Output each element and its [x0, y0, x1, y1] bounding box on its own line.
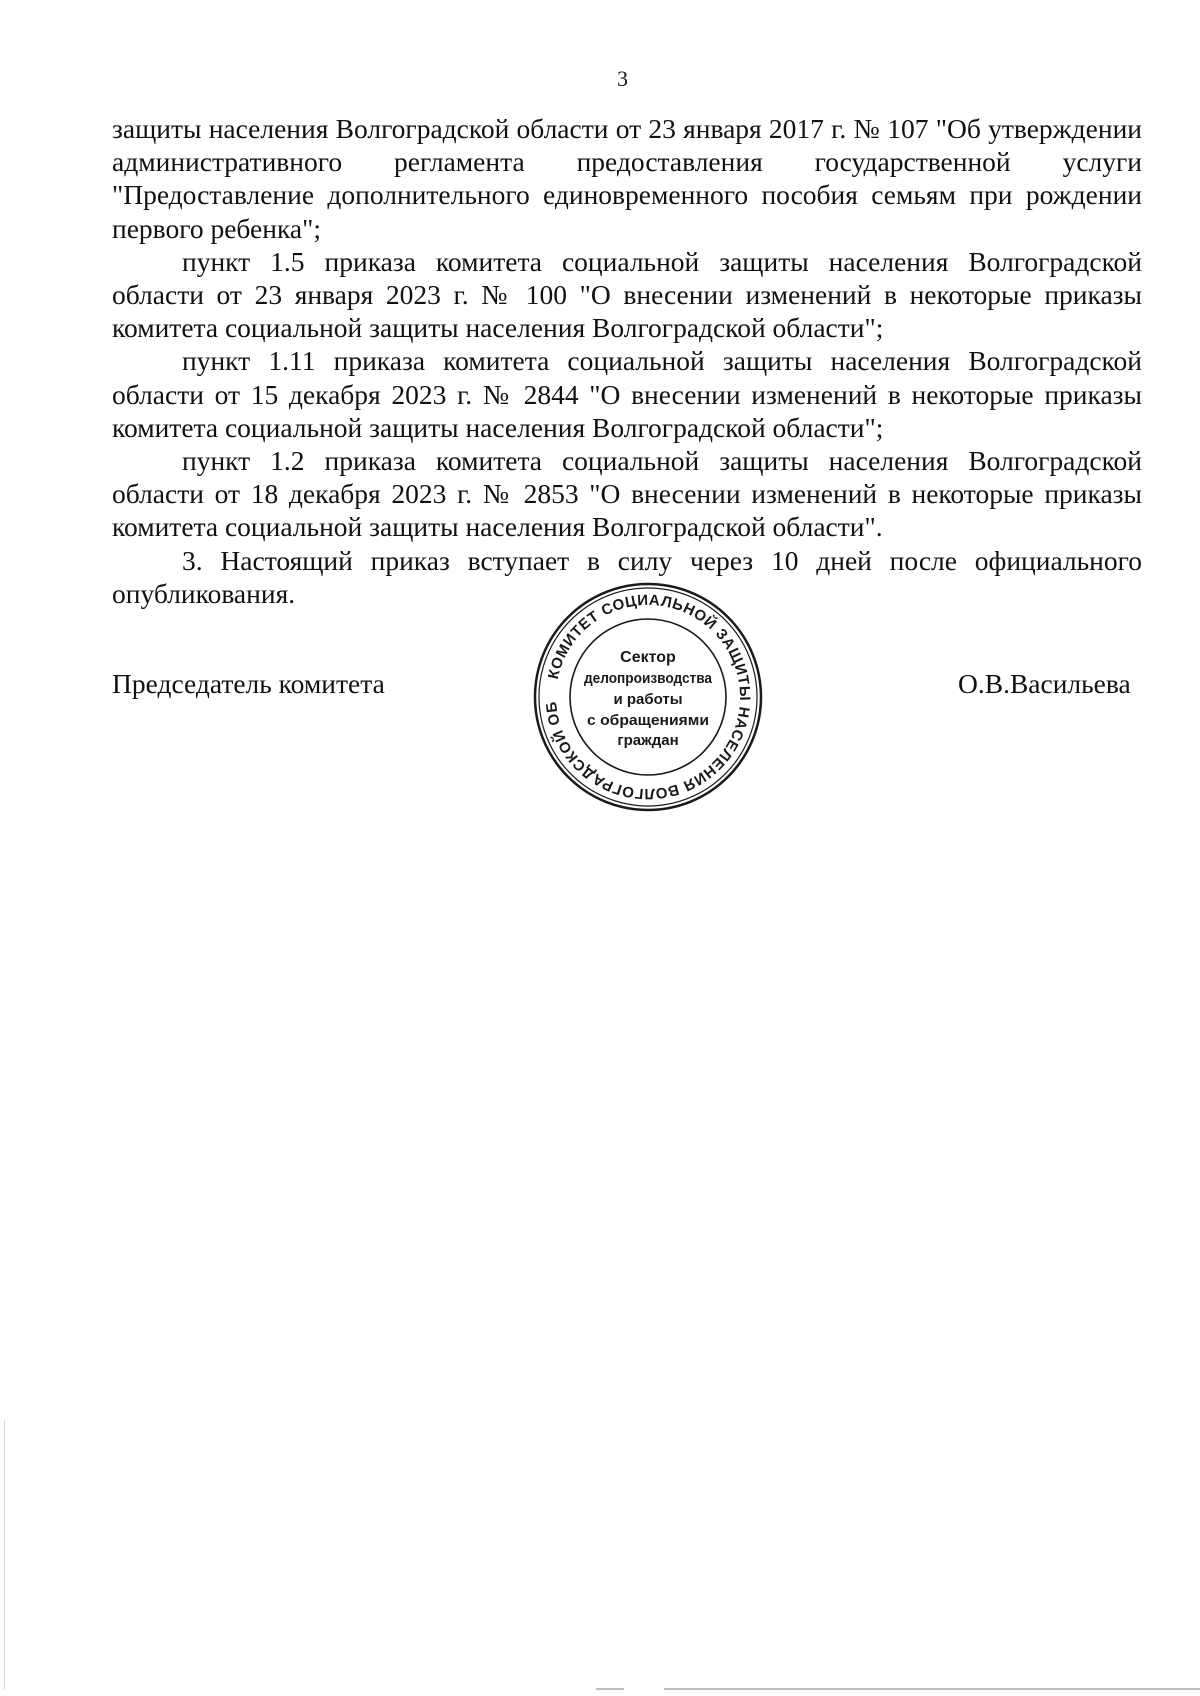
stamp-seal [531, 580, 765, 814]
paragraph-3: пункт 1.11 приказа комитета социальной защиты населения Волгоградской области от 15 декабря 2023 г. № 2844 "О внесении изменений в некоторые приказы комитета социальной защиты населения Волгоградской области"; [112, 345, 1142, 443]
page-number: 3 [617, 66, 628, 91]
scan-artifact-line [664, 1688, 1200, 1690]
paragraph-5: 3. Настоящий приказ вступает в силу через 10 дней после официального опубликования. [112, 544, 1142, 609]
stamp-center-line-5: граждан [617, 732, 679, 749]
paragraph-2: пункт 1.5 приказа комитета социальной защиты населения Волгоградской области от 23 января 2023 г. № 100 "О внесении изменений в некоторые приказы комитета социальной защиты населения Волгоградской области"; [112, 245, 1142, 344]
scan-edge-line [4, 1420, 5, 1690]
stamp-center-line-4: с обращениями [587, 712, 709, 729]
scan-artifact-dash [596, 1688, 624, 1690]
signature-name: О.В.Васильева [958, 668, 1131, 699]
stamp-ring-textpath: КОМИТЕТ СОЦИАЛЬНОЙ ЗАЩИТЫ НАСЕЛЕНИЯ ВОЛГОГРАДСКОЙ ОБ [542, 591, 754, 803]
document-body [112, 112, 1142, 610]
signature-position: Председатель комитета [112, 668, 385, 699]
official-stamp [531, 580, 765, 814]
paragraph-4: пункт 1.2 приказа комитета социальной защиты населения Волгоградской области от 18 декабря 2023 г. № 2853 "О внесении изменений в некоторые приказы комитета социальной защиты населения Волгоградской области". [112, 445, 1142, 543]
stamp-center-line-2: делопроизводства [584, 670, 713, 687]
paragraph-1: защиты населения Волгоградской области от 23 января 2017 г. № 107 "Об утверждении административного регламента предоставления государственной услуги "Предоставление дополнительного единовременного пособия семьям при рождении первого ребенка"; [112, 113, 1142, 244]
stamp-center-line-3: и работы [613, 691, 683, 708]
stamp-center-line-1: Сектор [620, 649, 676, 666]
